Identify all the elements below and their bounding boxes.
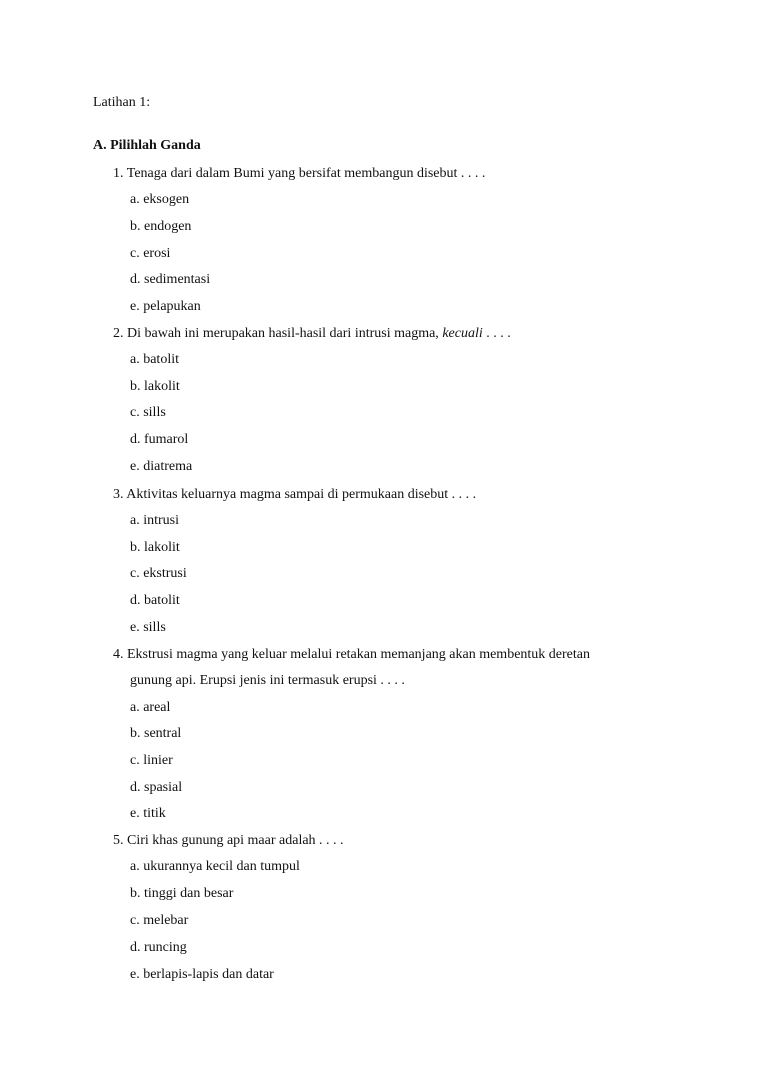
option: a. eksogen bbox=[130, 192, 190, 207]
option: a. intrusi bbox=[130, 513, 179, 528]
option: b. lakolit bbox=[130, 540, 180, 555]
question-stem-emphasis: kecuali bbox=[442, 326, 483, 341]
option: d. spasial bbox=[130, 780, 183, 795]
option: b. lakolit bbox=[130, 379, 180, 394]
question-stem: 4. Ekstrusi magma yang keluar melalui retakan memanjang akan membentuk deretan bbox=[113, 647, 590, 662]
exercise-title: Latihan 1: bbox=[93, 95, 151, 110]
question-stem: 5. Ciri khas gunung api maar adalah . . . . bbox=[113, 833, 344, 848]
option: e. pelapukan bbox=[130, 299, 201, 314]
option: a. batolit bbox=[130, 352, 179, 367]
option: b. tinggi dan besar bbox=[130, 886, 234, 901]
option: d. fumarol bbox=[130, 432, 189, 447]
option: e. diatrema bbox=[130, 459, 193, 474]
option: e. sills bbox=[130, 620, 166, 635]
option: d. sedimentasi bbox=[130, 272, 211, 287]
option: b. sentral bbox=[130, 726, 182, 741]
question-stem-ellipsis: . . . . bbox=[482, 326, 511, 341]
option: c. erosi bbox=[130, 246, 171, 261]
option: a. ukurannya kecil dan tumpul bbox=[130, 859, 300, 874]
question-stem bbox=[113, 326, 511, 342]
option: e. berlapis-lapis dan datar bbox=[130, 967, 274, 982]
option: c. ekstrusi bbox=[130, 566, 187, 581]
option: e. titik bbox=[130, 806, 166, 821]
option: c. melebar bbox=[130, 913, 189, 928]
question-stem-continued: gunung api. Erupsi jenis ini termasuk erupsi . . . . bbox=[130, 673, 405, 688]
option: c. sills bbox=[130, 405, 166, 420]
option: d. runcing bbox=[130, 940, 187, 955]
question-stem-text: 2. Di bawah ini merupakan hasil-hasil dari intrusi magma, bbox=[113, 326, 443, 341]
option: a. areal bbox=[130, 700, 171, 715]
section-heading: A. Pilihlah Ganda bbox=[93, 138, 201, 153]
option: c. linier bbox=[130, 753, 173, 768]
question-stem: 1. Tenaga dari dalam Bumi yang bersifat membangun disebut . . . . bbox=[113, 166, 486, 181]
option: d. batolit bbox=[130, 593, 180, 608]
question-stem: 3. Aktivitas keluarnya magma sampai di permukaan disebut . . . . bbox=[113, 487, 477, 502]
option: b. endogen bbox=[130, 219, 192, 234]
